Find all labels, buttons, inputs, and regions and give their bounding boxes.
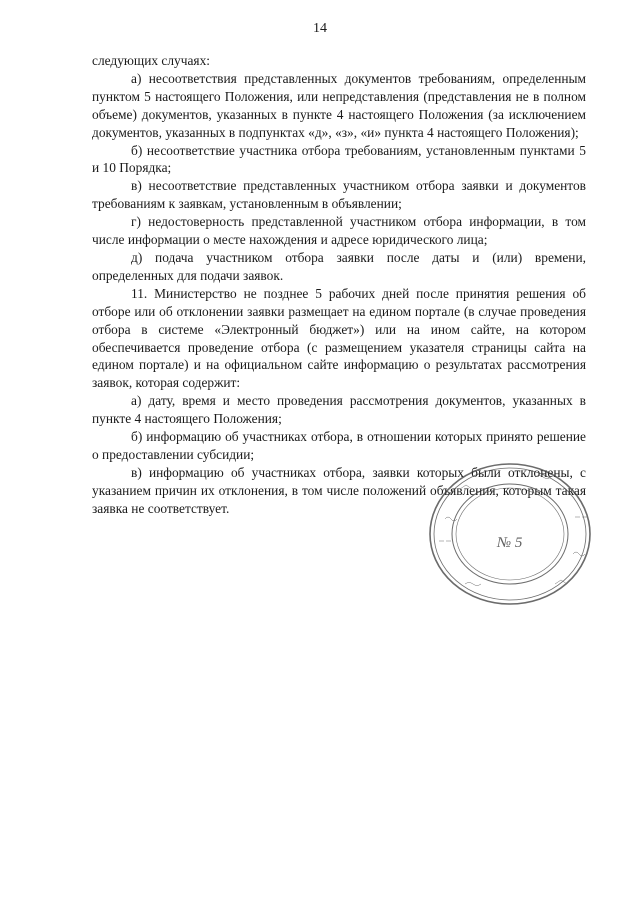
- paragraph-section-11-v: в) информацию об участниках отбора, заявки которых были отклонены, с указанием причин их отклонения, в том числе положений объявления, которым такая заявка не соответствует.: [92, 464, 586, 516]
- paragraph-section-11-b: б) информацию об участниках отбора, в отношении которых принято решение о предоставлении субсидии;: [92, 429, 586, 462]
- official-seal-stamp: [425, 459, 595, 609]
- paragraph-intro: следующих случаях:: [92, 53, 210, 68]
- seal-inner-text: № 5: [497, 535, 523, 551]
- paragraph-section-11: 11. Министерство не позднее 5 рабочих дней после принятия решения об отборе или об отклонении заявки размещает на едином портале (в случае проведения отбора в системе «Электронный бюджет») или на ином сайте, на котором обеспечивается проведение отбора (с размещением указателя страницы сайта на едином портале) и на официальном сайте информацию о результатах рассмотрения заявок, которая содержит:: [92, 285, 586, 391]
- paragraph-section-11-a: а) дату, время и место проведения рассмотрения документов, указанных в пункте 4 настоящего Положения;: [92, 393, 586, 427]
- paragraph-item-b: б) несоответствие участника отбора требованиям, установленным пунктами 5 и 10 Порядка;: [92, 142, 586, 176]
- paragraph-item-g: г) недостоверность представленной участником отбора информации, в том числе информации о месте нахождения и адресе юридического лица;: [92, 214, 586, 248]
- document-body: [92, 52, 586, 518]
- paragraph-item-a: а) несоответствия представленных документов требованиям, определенным пунктом 5 настоящего Положения, или непредставления (представления не в полном объеме) документов, указанных в пункте 4 настоящего Положения (за исключением документов, указанных в подпунктах «д», «з», «и» пункта 4 настоящего Положения);: [92, 70, 586, 140]
- paragraph-item-v: в) несоответствие представленных участником отбора заявки и документов требованиям к заявкам, установленным в объявлении;: [92, 178, 586, 212]
- page-number: 14: [313, 21, 327, 36]
- paragraph-item-d: д) подача участником отбора заявки после даты и (или) времени, определенных для подачи заявок.: [92, 249, 586, 283]
